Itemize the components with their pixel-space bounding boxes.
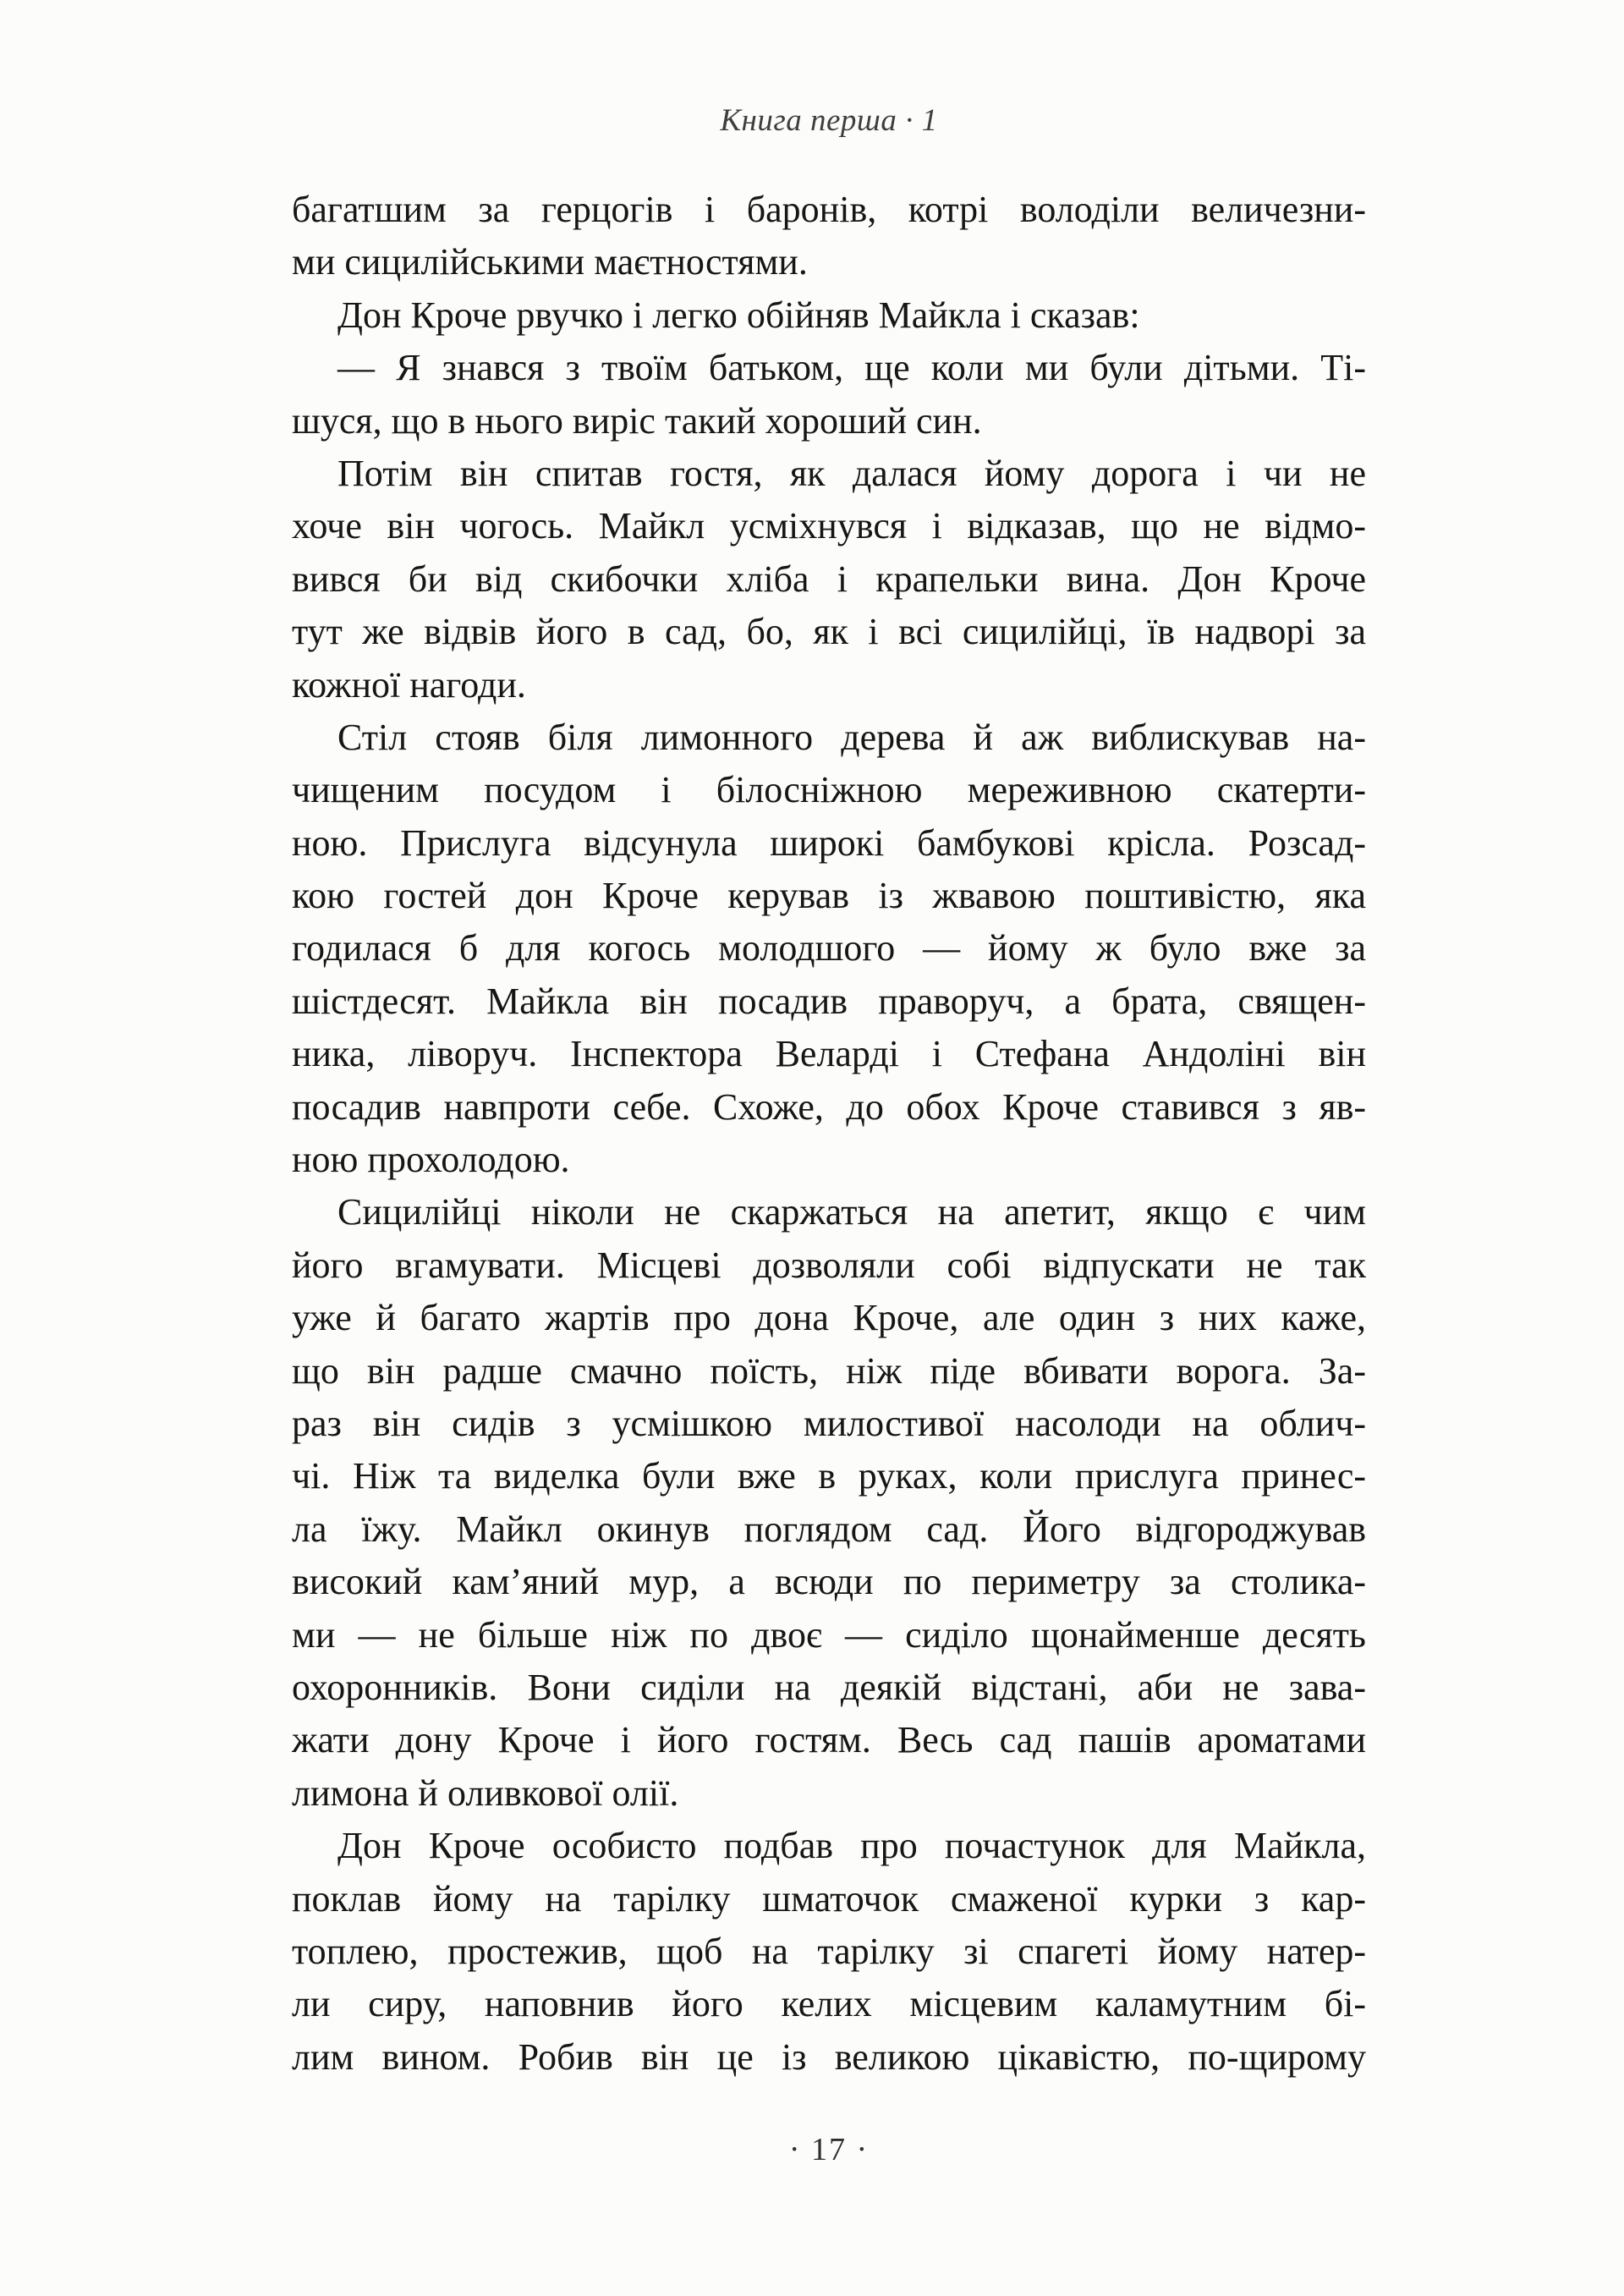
body-line: уже й багато жартів про дона Кроче, але один з них каже,: [292, 1297, 1366, 1339]
body-line: тут же відвів його в сад, бо, як і всі сицилійці, їв надворі за: [292, 611, 1366, 653]
body-line: лим вином. Робив він це із великою цікавістю, по-щирому: [292, 2035, 1366, 2078]
body-line: ною прохолодою.: [292, 1139, 570, 1181]
body-line: ла їжу. Майкл окинув поглядом сад. Його відгороджував: [292, 1508, 1366, 1550]
body-line: — Я знався з твоїм батьком, ще коли ми були дітьми. Ті-: [337, 347, 1366, 389]
body-line: багатшим за герцогів і баронів, котрі володіли величезни-: [292, 189, 1366, 230]
body-line: що він радше смачно поїсть, ніж піде вбивати ворога. За-: [292, 1349, 1366, 1392]
body-line: поклав йому на тарілку шматочок смаженої курки з кар-: [292, 1877, 1366, 1920]
body-line: годилася б для когось молодшого — йому ж було вже за: [292, 927, 1366, 969]
body-line: його вгамувати. Місцеві дозволяли собі відпускати не так: [292, 1244, 1366, 1286]
body-line: ми сицилійськими маєтностями.: [292, 241, 808, 283]
body-line: шуся, що в нього виріс такий хороший син.: [292, 399, 982, 442]
body-line: посадив навпроти себе. Схоже, до обох Кроче ставився з яв-: [292, 1085, 1366, 1128]
page-number: · 17 ·: [788, 2132, 870, 2167]
body-line: чищеним посудом і білосніжною мереживною скатерти-: [292, 769, 1366, 811]
body-line: ми — не більше ніж по двоє — сиділо щонайменше десять: [292, 1613, 1366, 1656]
body-line: топлею, простежив, щоб на тарілку зі спагеті йому натер-: [292, 1930, 1366, 1972]
body-line: охоронників. Вони сиділи на деякій відстані, аби не зава-: [292, 1666, 1366, 1708]
body-line: вився би від скибочки хліба і крапельки вина. Дон Кроче: [292, 558, 1366, 600]
body-text: [292, 184, 1366, 2084]
body-line: ника, ліворуч. Інспектора Веларді і Стефана Андоліні він: [292, 1033, 1366, 1075]
body-line: Дон Кроче рвучко і легко обійняв Майкла і сказав:: [337, 294, 1140, 336]
body-line: шістдесят. Майкла він посадив праворуч, а брата, священ-: [292, 980, 1366, 1022]
body-line: Потім він спитав гостя, як далася йому дорога і чи не: [337, 452, 1366, 494]
body-line: Дон Кроче особисто подбав про почастунок для Майкла,: [337, 1825, 1366, 1867]
body-line: Стіл стояв біля лимонного дерева й аж виблискував на-: [337, 716, 1366, 758]
body-line: ли сиру, наповнив його келих місцевим каламутним бі-: [292, 1983, 1366, 2025]
body-line: кою гостей дон Кроче керував із жвавою поштивістю, яка: [292, 875, 1366, 917]
body-line: лимона й оливкової олії.: [292, 1771, 679, 1814]
body-line: жати дону Кроче і його гостям. Весь сад пашів ароматами: [292, 1719, 1366, 1761]
body-line: високий кам’яний мур, а всюди по периметру за столика-: [292, 1561, 1366, 1603]
body-line: чі. Ніж та виделка були вже в руках, коли прислуга принес-: [292, 1455, 1366, 1497]
body-line: раз він сидів з усмішкою милостивої насолоди на облич-: [292, 1402, 1366, 1444]
body-line: Сицилійці ніколи не скаржаться на апетит, якщо є чим: [337, 1191, 1366, 1233]
body-line: хоче він чогось. Майкл усміхнувся і відказав, що не відмо-: [292, 505, 1366, 547]
body-line: ною. Прислуга відсунула широкі бамбукові крісла. Розсад-: [292, 821, 1366, 864]
body-line: кожної нагоди.: [292, 663, 526, 706]
running-header: Книга перша · 1: [720, 103, 938, 138]
